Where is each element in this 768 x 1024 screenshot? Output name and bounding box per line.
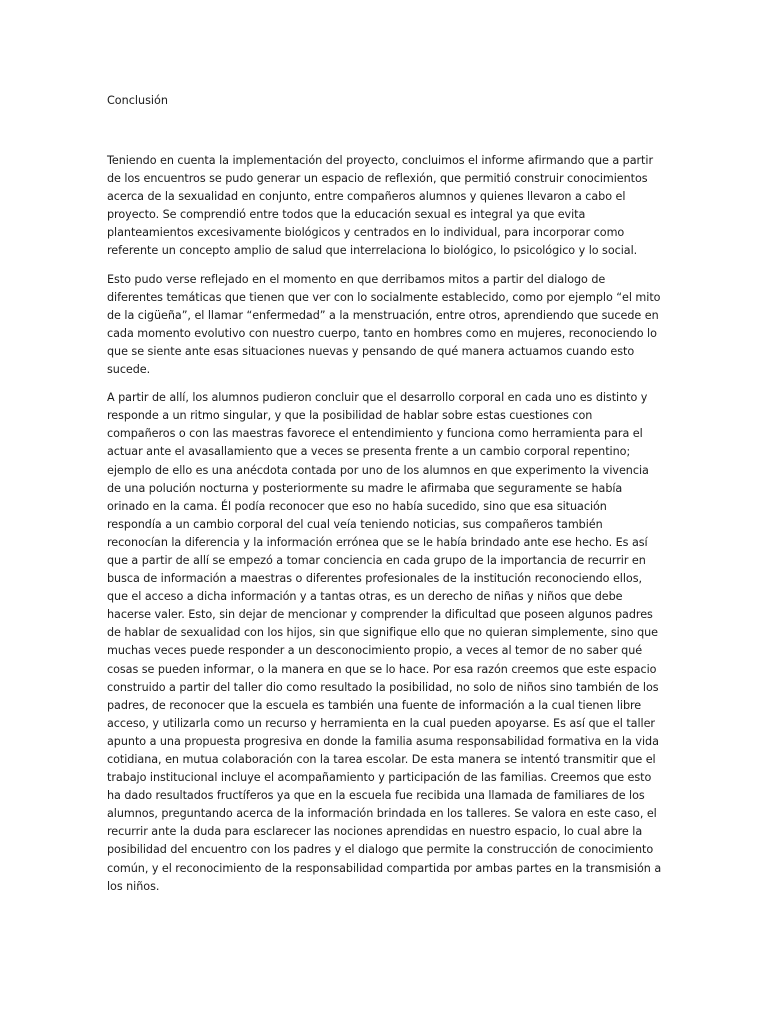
document-title: Conclusión [107,94,168,107]
paragraph-1: Teniendo en cuenta la implementación del proyecto, concluimos el informe afirmando que a partir de los encuentros se pudo generar un espacio de reflexión, que permitió construir conocimientos acerca de la sexualidad en conjunto, entre compañeros alumnos y quienes llevaron a cabo el proyecto. Se comprendió entre todos que la educación sexual es integral ya que evita planteamientos excesivamente biológicos y centrados en lo individual, para incorporar como referente un concepto amplio de salud que interrelaciona lo biológico, lo psicológico y lo social. [107,154,653,258]
paragraph-3: A partir de allí, los alumnos pudieron concluir que el desarrollo corporal en cada uno es distinto y responde a un ritmo singular, y que la posibilidad de hablar sobre estas cuestiones con compañeros o con las maestras favorece el entendimiento y funciona como herramienta para el actuar ante el avasallamiento que a veces se presenta frente a un cambio corporal repentino; ejemplo de ello es una anécdota contada por uno de los alumnos en que experimento la vivencia de una polución nocturna y posteriormente su madre le afirmaba que seguramente se había orinado en la cama. Él podía reconocer que eso no había sucedido, sino que esa situación respondía a un cambio corporal del cual veía teniendo noticias, sus compañeros también reconocían la diferencia y la información errónea que se le había brindado ante ese hecho. Es así que a partir de allí se empezó a tomar conciencia en cada grupo de la importancia de recurrir en busca de información a maestras o diferentes profesionales de la institución reconociendo ellos, que el acceso a dicha información y a tantas otras, es un derecho de niñas y niños que debe hacerse valer. Esto, sin dejar de mencionar y comprender la dificultad que poseen algunos padres de hablar de sexualidad con los hijos, sin que signifique ello que no quieran simplemente, sino que muchas veces puede responder a un desconocimiento propio, a veces al temor de no saber qué cosas se pueden informar, o la manera en que se lo hace. Por esa razón creemos que este espacio construido a partir del taller dio como resultado la posibilidad, no solo de niños sino también de los padres, de reconocer que la escuela es también una fuente de información a la cual tienen libre acceso, y utilizarla como un recurso y herramienta en la cual pueden apoyarse. Es así que el taller apunto a una propuesta progresiva en donde la familia asuma responsabilidad formativa en la vida cotidiana, en mutua colaboración con la tarea escolar. De esta manera se intentó transmitir que el trabajo institucional incluye el acompañamiento y participación de las familias. Creemos que esto ha dado resultados fructíferos ya que en la escuela fue recibida una llamada de familiares de los alumnos, preguntando acerca de la información brindada en los talleres. Se valora en este caso, el recurrir ante la duda para esclarecer las nociones aprendidas en nuestro espacio, lo cual abre la posibilidad del encuentro con los padres y el dialogo que permite la construcción de conocimiento común, y el reconocimiento de la responsabilidad compartida por ambas partes en la transmisión a los niños. [107,391,662,893]
paragraph-2: Esto pudo verse reflejado en el momento en que derribamos mitos a partir del dialogo de diferentes temáticas que tienen que ver con lo socialmente establecido, como por ejemplo “el mito de la cigüeña”, el llamar “enfermedad” a la menstruación, entre otros, aprendiendo que sucede en cada momento evolutivo con nuestro cuerpo, tanto en hombres como en mujeres, reconociendo lo que se siente ante esas situaciones nuevas y pensando de qué manera actuamos cuando esto sucede. [107,272,661,377]
